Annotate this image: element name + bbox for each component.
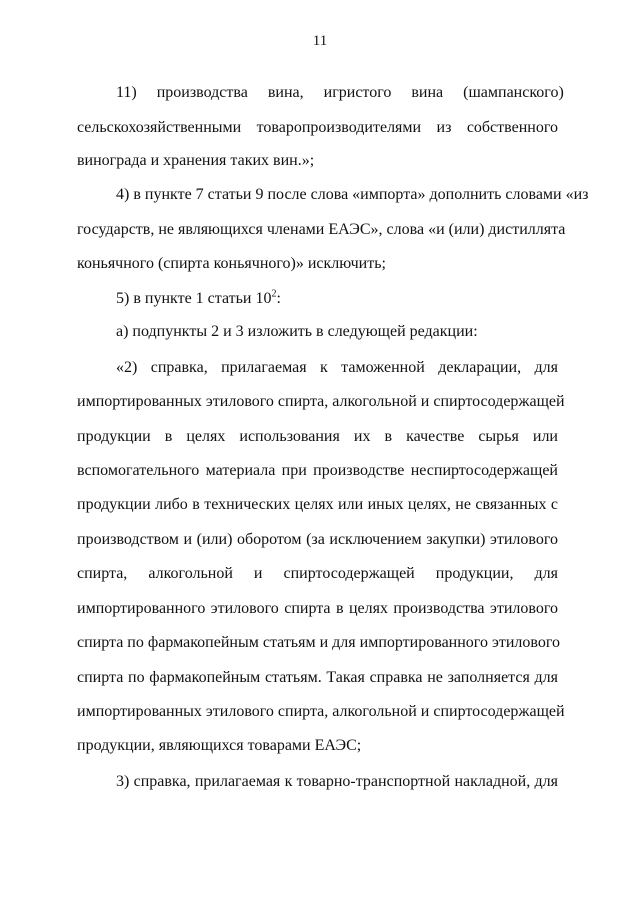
text-line: импортированных этилового спирта, алкогольной и спиртосодержащей [77,393,565,410]
text-line: вспомогательного материала при производстве неспиртосодержащей [77,462,558,479]
text-line: 3) справка, прилагаемая к товарно-транспортной накладной, для [116,773,558,790]
text-line: 11) производства вина, игристого вина (шампанского) [116,84,564,101]
text-line: продукции, являющихся товарами ЕАЭС; [77,737,362,754]
text-line: производством и (или) оборотом (за исключением закупки) этилового [77,531,558,548]
text-line: 4) в пункте 7 статьи 9 после слова «импорта» дополнить словами «из [116,186,589,203]
text-line-tail: : [276,290,281,307]
text-line: 5) в пункте 1 статьи 10 [116,290,272,307]
text-line: сельскохозяйственными товаропроизводителями из собственного [77,119,558,136]
text-line: а) подпункты 2 и 3 изложить в следующей редакции: [116,323,478,340]
text-line: винограда и хранения таких вин.»; [77,152,315,169]
text-line-with-superscript [116,289,558,309]
text-line: спирта по фармакопейным статьям. Такая справка не заполняется для [77,669,558,686]
superscript: 2 [271,288,277,300]
text-line: коньячного (спирта коньячного)» исключить; [77,255,386,272]
text-line: «2) справка, прилагаемая к таможенной декларации, для [116,359,558,376]
text-line: продукции в целях использования их в качестве сырья или [77,428,558,445]
page-number: 11 [312,33,328,49]
text-line: спирта по фармакопейным статьям и для импортированного этилового [77,634,560,651]
text-line: продукции либо в технических целях или иных целях, не связанных с [77,496,558,513]
text-line: импортированного этилового спирта в целях производства этилового [77,600,558,617]
text-line: государств, не являющихся членами ЕАЭС», слова «и (или) дистиллята [77,221,566,238]
text-line: импортированных этилового спирта, алкогольной и спиртосодержащей [77,703,565,720]
text-line: спирта, алкогольной и спиртосодержащей продукции, для [77,565,558,582]
